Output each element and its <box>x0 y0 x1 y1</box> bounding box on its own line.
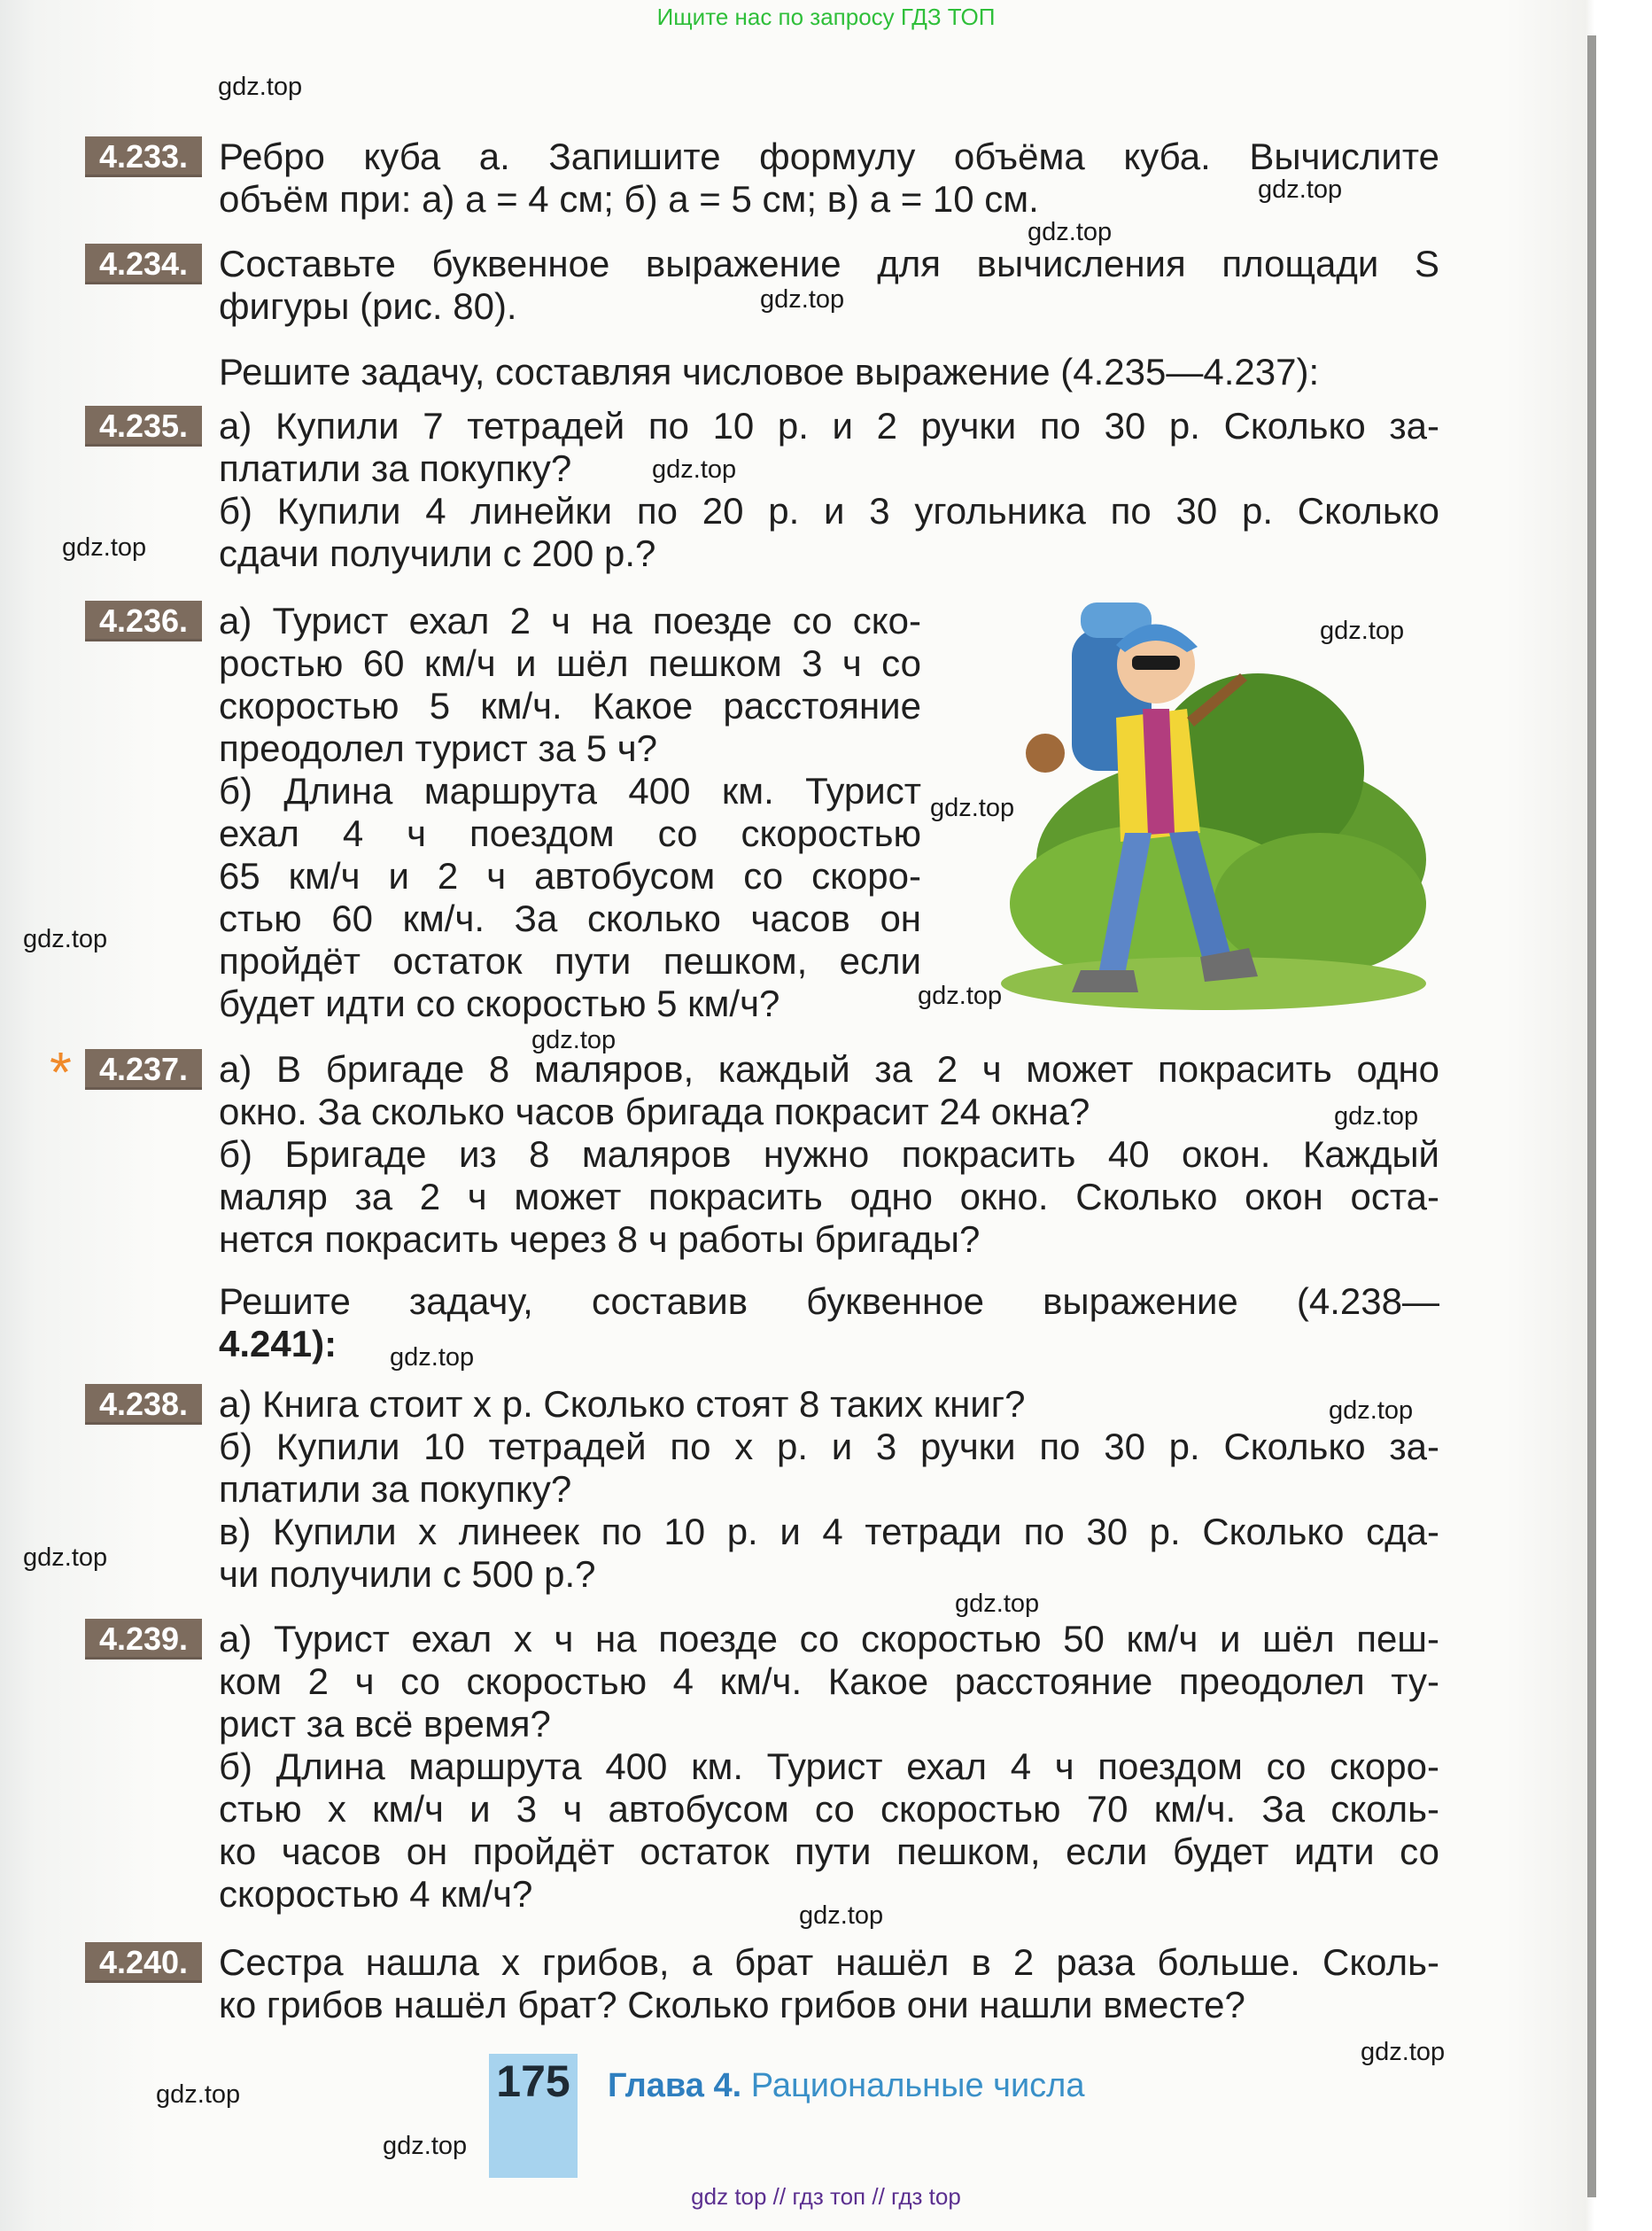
problem-text-line: 65 км/ч и 2 ч автобусом со скоро- <box>219 855 921 897</box>
problem-text-line: маляр за 2 ч может покрасить одно окно. Сколько окон оста- <box>219 1176 1439 1217</box>
problem-text-line: преодолел турист за 5 ч? <box>219 727 657 769</box>
problem-text-line: а) Купили 7 тетрадей по 10 р. и 2 ручки по 30 р. Сколько за- <box>219 405 1439 447</box>
problem-text-line: окно. За сколько часов бригада покрасит 24 окна? <box>219 1091 1090 1132</box>
watermark: gdz.top <box>1329 1396 1414 1425</box>
problem-number-badge: 4.236. <box>85 601 202 641</box>
problem-text-line: скоростью 5 км/ч. Какое расстояние <box>219 685 921 727</box>
chapter-name: Рациональные числа <box>750 2067 1085 2104</box>
problem-text-line: будет идти со скоростью 5 км/ч? <box>219 983 780 1024</box>
problem-number-badge: 4.239. <box>85 1619 202 1660</box>
problem-text-line: Сестра нашла x грибов, а брат нашёл в 2 раза больше. Сколь- <box>219 1941 1439 1983</box>
problem-text-line: ко часов он пройдёт остаток пути пешком, если будет идти со <box>219 1831 1439 1872</box>
problem-number-badge: 4.238. <box>85 1384 202 1425</box>
chapter-title <box>608 2067 1085 2105</box>
page-number: 175 <box>496 2056 570 2106</box>
watermark: gdz.top <box>1028 218 1113 246</box>
watermark: gdz.top <box>383 2132 468 2160</box>
problem-text-line: б) Длина маршрута 400 км. Турист <box>219 770 921 812</box>
chapter-label: Глава 4. <box>608 2067 742 2104</box>
problem-text-line: платили за покупку? <box>219 1468 572 1510</box>
problem-text-line: в) Купили x линеек по 10 р. и 4 тетради по 30 р. Сколько сда- <box>219 1511 1439 1552</box>
watermark: gdz.top <box>799 1901 884 1930</box>
problem-number-badge: 4.234. <box>85 244 202 284</box>
problem-text-line: ехал 4 ч поездом со скоростью <box>219 812 921 854</box>
problem-text-line: стью x км/ч и 3 ч автобусом со скоростью 70 км/ч. За сколь- <box>219 1788 1439 1830</box>
watermark: gdz.top <box>930 794 1015 822</box>
problem-text-line: фигуры (рис. 80). <box>219 285 517 327</box>
problem-text-line: объём при: а) a = 4 см; б) a = 5 см; в) a = 10 см. <box>219 178 1039 220</box>
problem-text-line: б) Купили 4 линейки по 20 р. и 3 угольника по 30 р. Сколько <box>219 490 1439 532</box>
watermark: gdz.top <box>218 73 303 101</box>
problem-text-line: ко грибов нашёл брат? Сколько грибов они нашли вместе? <box>219 1984 1245 2025</box>
problem-number-badge: 4.235. <box>85 406 202 447</box>
page-spine-shadow <box>1587 35 1596 2197</box>
problem-text-line: б) Длина маршрута 400 км. Турист ехал 4 ч поездом со скоро- <box>219 1745 1439 1787</box>
watermark: gdz.top <box>1320 617 1405 645</box>
problem-text-line: а) В бригаде 8 маляров, каждый за 2 ч может покрасить одно <box>219 1048 1439 1090</box>
problem-text-line: ком 2 ч со скоростью 4 км/ч. Какое расстояние преодолел ту- <box>219 1660 1439 1702</box>
watermark: gdz.top <box>1361 2038 1446 2066</box>
watermark: gdz.top <box>23 1543 108 1572</box>
problem-text-line: а) Турист ехал x ч на поезде со скоростью 50 км/ч и шёл пеш- <box>219 1618 1439 1660</box>
watermark: gdz.top <box>62 533 147 562</box>
watermark: gdz.top <box>531 1026 617 1054</box>
problem-number-badge: 4.240. <box>85 1942 202 1983</box>
watermark: gdz.top <box>760 285 845 314</box>
problem-text-line: ростью 60 км/ч и шёл пешком 3 ч со <box>219 642 921 684</box>
section-instruction: Решите задачу, составив буквенное выражение (4.238— <box>219 1280 1439 1322</box>
problem-text-line: нется покрасить через 8 ч работы бригады? <box>219 1218 981 1260</box>
watermark: gdz.top <box>23 925 108 953</box>
star-mark: * <box>50 1040 72 1104</box>
tourist-illustration <box>966 567 1426 1019</box>
watermark: gdz.top <box>652 455 737 484</box>
watermark: gdz.top <box>1258 175 1343 204</box>
problem-text-line: Ребро куба a. Запишите формулу объёма куба. Вычислите <box>219 136 1439 177</box>
problem-text-line: пройдёт остаток пути пешком, если <box>219 940 921 982</box>
watermark: gdz.top <box>918 982 1003 1010</box>
watermark: gdz.top <box>1334 1102 1419 1131</box>
watermark: gdz.top <box>955 1590 1040 1618</box>
problem-number-badge: 4.237. <box>85 1049 202 1090</box>
section-instruction: Решите задачу, составляя числовое выражение (4.235—4.237): <box>219 351 1320 393</box>
watermark: gdz.top <box>390 1343 475 1372</box>
problem-text-line: скоростью 4 км/ч? <box>219 1873 533 1915</box>
top-banner[interactable]: Ищите нас по запросу ГДЗ ТОП <box>656 4 996 30</box>
problem-text-line: стью 60 км/ч. За сколько часов он <box>219 898 921 939</box>
problem-text-line: рист за всё время? <box>219 1703 551 1745</box>
problem-text-line: б) Купили 10 тетрадей по x р. и 3 ручки по 30 р. Сколько за- <box>219 1426 1439 1467</box>
problem-text-line: чи получили с 500 р.? <box>219 1553 596 1595</box>
problem-text-line: сдачи получили с 200 р.? <box>219 532 656 574</box>
problem-number-badge: 4.233. <box>85 136 202 177</box>
problem-text-line: б) Бригаде из 8 маляров нужно покрасить 40 окон. Каждый <box>219 1133 1439 1175</box>
watermark: gdz.top <box>156 2080 241 2109</box>
problem-text-line: а) Книга стоит x р. Сколько стоят 8 таких книг? <box>219 1383 1026 1425</box>
section-instruction: 4.241): <box>219 1323 337 1364</box>
problem-text-line: Составьте буквенное выражение для вычисления площади S <box>219 243 1439 284</box>
bottom-links[interactable]: gdz top // гдз топ // гдз top <box>691 2183 961 2210</box>
problem-text-line: платили за покупку? <box>219 447 572 489</box>
problem-text-line: а) Турист ехал 2 ч на поезде со ско- <box>219 600 921 641</box>
